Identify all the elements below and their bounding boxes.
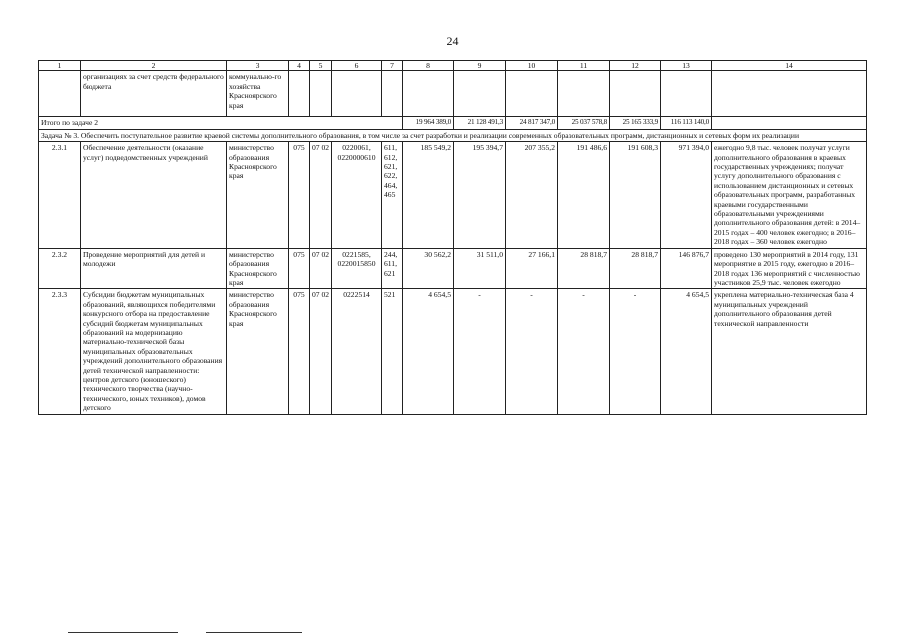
footer-rule: [68, 632, 178, 633]
total-value: 24 817 347,0: [506, 117, 558, 129]
page-number: 24: [446, 34, 459, 48]
task3-row: [39, 129, 867, 141]
row-value: 31 511,0: [454, 248, 506, 289]
column-number: 9: [454, 61, 506, 71]
row-name: Субсидии бюджетам муниципальных образований, являющихся победителями конкурсного отбора на предоставление субсидий бюджетам муниципальных образований на модернизацию материально-технической базы муниципальных образовательных учреждений дополнительного образования детей технической направленности: центров детского (юношеского) технического творчества (научно-технического, юных техников), домов детского: [81, 289, 227, 414]
row-value: -: [610, 289, 661, 414]
row-id: 2.3.2: [39, 248, 81, 289]
column-number: 7: [382, 61, 403, 71]
column-number: 6: [332, 61, 382, 71]
row-value: 185 549,2: [403, 142, 454, 248]
total-value: 19 964 389,0: [403, 117, 454, 129]
column-number: 1: [39, 61, 81, 71]
column-number-row: [39, 61, 867, 71]
row-vr: 611, 612, 621, 622, 464, 465: [382, 142, 403, 248]
table-row: [39, 142, 867, 248]
carryover-name: организациях за счет средств федерального бюджета: [81, 71, 227, 117]
row-value: 191 486,6: [558, 142, 610, 248]
row-csr: 0220061, 0220000610: [332, 142, 382, 248]
row-value: 191 608,3: [610, 142, 661, 248]
column-number: 5: [310, 61, 332, 71]
column-number: 11: [558, 61, 610, 71]
row-grbs: 075: [289, 289, 310, 414]
row-csr: 0222514: [332, 289, 382, 414]
row-value: -: [558, 289, 610, 414]
row-value: 27 166,1: [506, 248, 558, 289]
column-number: 4: [289, 61, 310, 71]
table-row: [39, 248, 867, 289]
row-value: 30 562,2: [403, 248, 454, 289]
column-number: 14: [712, 61, 867, 71]
carryover-executor: коммунально-го хозяйства Красноярского края: [227, 71, 289, 117]
row-grbs: 075: [289, 142, 310, 248]
row-value: 195 394,7: [454, 142, 506, 248]
row-rzpr: 07 02: [310, 142, 332, 248]
column-number: 3: [227, 61, 289, 71]
row-rzpr: 07 02: [310, 248, 332, 289]
row-grbs: 075: [289, 248, 310, 289]
row-value: 4 654,5: [661, 289, 712, 414]
row-executor: министерство образования Красноярского края: [227, 142, 289, 248]
row-csr: 0221585, 0220015850: [332, 248, 382, 289]
total-value: 25 165 333,9: [610, 117, 661, 129]
row-name: Обеспечение деятельности (оказание услуг) подведомственных учреждений: [81, 142, 227, 248]
row-executor: министерство образования Красноярского края: [227, 248, 289, 289]
row-value: 28 818,7: [610, 248, 661, 289]
carryover-row: [39, 71, 867, 117]
column-number: 8: [403, 61, 454, 71]
total-value: 116 113 140,0: [661, 117, 712, 129]
row-value: 971 394,0: [661, 142, 712, 248]
row-result: проведено 130 мероприятий в 2014 году, 131 мероприятие в 2015 году, ежегодно в 2016–2018 годах 136 мероприятий с численностью участников 25,9 тыс. человек ежегодно: [712, 248, 867, 289]
row-vr: 521: [382, 289, 403, 414]
row-rzpr: 07 02: [310, 289, 332, 414]
row-value: -: [506, 289, 558, 414]
row-value: -: [454, 289, 506, 414]
row-value: 28 818,7: [558, 248, 610, 289]
total-task2-row: [39, 117, 867, 129]
task3-heading: Задача № 3. Обеспечить поступательное развитие краевой системы дополнительного образования, в том числе за счет разработки и реализации современных образовательных программ, дистанционных и сетевых форм их реализации: [39, 129, 867, 141]
row-result: укреплена материально-техническая база 4 муниципальных учреждений дополнительного образования детей технической направленности: [712, 289, 867, 414]
column-number: 2: [81, 61, 227, 71]
column-number: 12: [610, 61, 661, 71]
total-value: 21 128 491,3: [454, 117, 506, 129]
row-value: 4 654,5: [403, 289, 454, 414]
total-task2-label: Итого по задаче 2: [39, 117, 403, 129]
table-row: [39, 289, 867, 414]
column-number: 10: [506, 61, 558, 71]
budget-table: [38, 60, 867, 415]
column-number: 13: [661, 61, 712, 71]
row-executor: министерство образования Красноярского края: [227, 289, 289, 414]
row-id: 2.3.3: [39, 289, 81, 414]
total-value: 25 037 578,8: [558, 117, 610, 129]
row-value: 207 355,2: [506, 142, 558, 248]
row-value: 146 876,7: [661, 248, 712, 289]
row-name: Проведение мероприятий для детей и молодежи: [81, 248, 227, 289]
row-vr: 244, 611, 621: [382, 248, 403, 289]
footer-rule: [206, 632, 302, 633]
row-id: 2.3.1: [39, 142, 81, 248]
row-result: ежегодно 9,8 тыс. человек получат услуги дополнительного образования в краевых государственных учреждениях; получат услугу дополнительного образования с использованием дистанционных и сетевых образовательных программ, разработанных краевыми государственными образовательными учреждениями дополнительного образования детей: в 2014–2015 годах – 400 человек ежегодно; в 2016–2018 годах – 360 человек ежегодно: [712, 142, 867, 248]
